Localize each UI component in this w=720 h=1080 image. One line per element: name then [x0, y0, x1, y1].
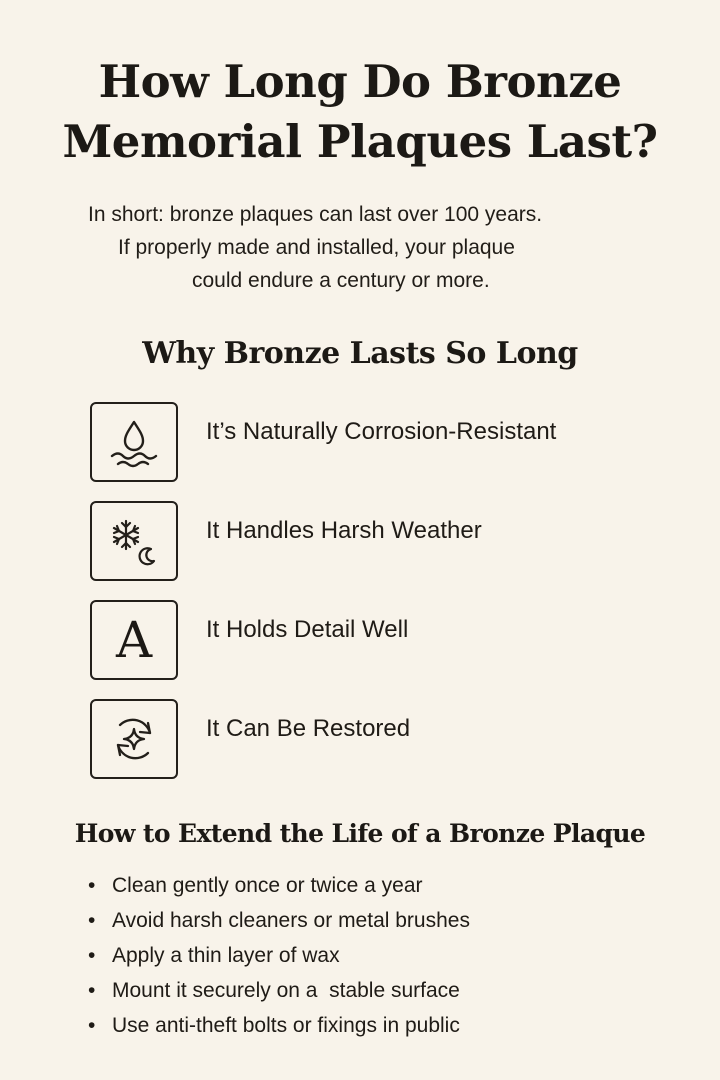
- list-item: [88, 938, 688, 973]
- page-title: [0, 52, 720, 172]
- snowflake-weather-icon: [90, 501, 178, 581]
- feature-item: [90, 600, 650, 684]
- bullet: •: [88, 1014, 96, 1037]
- feature-label: It Handles Harsh Weather: [206, 517, 482, 544]
- feature-label: It’s Naturally Corrosion-Resistant: [206, 418, 557, 445]
- water-drop-icon: [90, 402, 178, 482]
- list-item: [88, 973, 688, 1008]
- tip-text: Clean gently once or twice a year: [112, 874, 423, 897]
- restore-cycle-icon: [90, 699, 178, 779]
- intro-line-2: If properly made and installed, your plaque: [118, 236, 515, 259]
- list-item: [88, 903, 688, 938]
- bullet: •: [88, 979, 96, 1002]
- letter-a-icon: [90, 600, 178, 680]
- intro-paragraph: [0, 198, 720, 297]
- feature-item: [90, 501, 650, 585]
- intro-line-1: In short: bronze plaques can last over 100 years.: [88, 203, 543, 226]
- tip-text: Avoid harsh cleaners or metal brushes: [112, 909, 470, 932]
- title-line-1: How Long Do Bronze: [98, 55, 622, 108]
- feature-label: It Can Be Restored: [206, 715, 411, 742]
- intro-line-3: could endure a century or more.: [192, 269, 490, 292]
- bullet: •: [88, 909, 96, 932]
- tip-text: Use anti-theft bolts or fixings in public: [112, 1014, 460, 1037]
- why-heading: Why Bronze Lasts So Long: [142, 336, 578, 371]
- feature-label: It Holds Detail Well: [206, 616, 409, 643]
- feature-item: [90, 699, 650, 783]
- tips-list: [88, 868, 688, 1043]
- extend-heading: How to Extend the Life of a Bronze Plaque: [74, 819, 646, 848]
- title-line-2: Memorial Plaques Last?: [62, 115, 658, 168]
- feature-list: [90, 402, 650, 798]
- tip-text: Mount it securely on a stable surface: [112, 979, 460, 1002]
- list-item: [88, 1008, 688, 1043]
- tip-text: Apply a thin layer of wax: [112, 944, 340, 967]
- list-item: [88, 868, 688, 903]
- bullet: •: [88, 944, 96, 967]
- bullet: •: [88, 874, 96, 897]
- feature-item: [90, 402, 650, 486]
- letter-a-glyph: A: [115, 611, 153, 669]
